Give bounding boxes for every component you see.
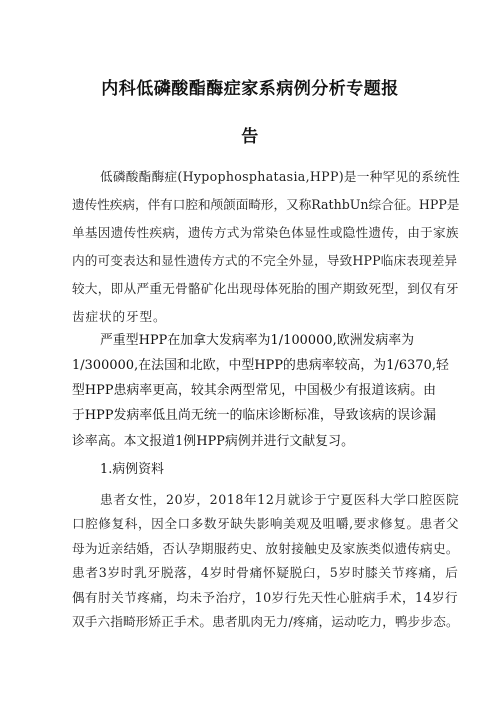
paragraph-1-line: 内的可变表达和显性遗传方式的不完全外显，导致HPP临床表现差异 (72, 253, 458, 268)
section-heading: 1.病例资料 (100, 462, 164, 477)
paragraph-1-line: 低磷酸酯酶症(Hypophosphatasia,HPP)是一种罕见的系统性 (100, 169, 460, 184)
paragraph-2-line: 诊率高。本文报道1例HPP病例并进行文献复习。 (72, 434, 354, 449)
paragraph-3-line: 偶有肘关节疼痛，均未予治疗，10岁行先天性心脏病手术，14岁行 (72, 590, 459, 605)
paragraph-1-line: 遗传性疾病，伴有口腔和颅颌面畸形，又称RathbUn综合征。HPP是 (72, 197, 460, 212)
paragraph-3-line: 患者女性，20岁，2018年12月就诊于宁夏医科大学口腔医院 (100, 492, 460, 507)
paragraph-3-line: 患者3岁时乳牙脱落，4岁时骨痛怀疑脱臼，5岁时膝关节疼痛，后 (72, 565, 459, 580)
paragraph-3-line: 口腔修复科，因全口多数牙缺失影响美观及咀嚼,要求修复。患者父 (72, 516, 460, 531)
paragraph-2-line: 于HPP发病率低且尚无统一的临床诊断标准，导致该病的误诊漏 (72, 408, 436, 423)
paragraph-3-line: 双手六指畸形矫正手术。患者肌肉无力/疼痛，运动吃力，鸭步步态。 (72, 614, 459, 629)
paragraph-2-line: 1/300000,在法国和北欧，中型HPP的患病率较高，为1/6370,轻 (72, 358, 449, 373)
document-title-line-1: 内科低磷酸酯酶症家系病例分析专题报 (101, 79, 399, 99)
paragraph-2-line: 严重型HPP在加拿大发病率为1/100000,欧洲发病率为 (100, 333, 415, 348)
paragraph-3-line: 母为近亲结婚，否认孕期服药史、放射接触史及家族类似遗传病史。 (72, 541, 459, 556)
document-title-line-2: 告 (241, 127, 259, 147)
paragraph-1-line: 单基因遗传性疾病，遗传方式为常染色体显性或隐性遗传，由于家族 (72, 225, 459, 240)
paragraph-1-line: 较大，即从严重无骨骼矿化出现母体死胎的围产期致死型，到仅有牙 (72, 281, 459, 296)
paragraph-1-line: 齿症状的牙型。 (72, 309, 167, 324)
paragraph-2-line: 型HPP患病率更高，较其余两型常见，中国极少有报道该病。由 (72, 383, 436, 398)
